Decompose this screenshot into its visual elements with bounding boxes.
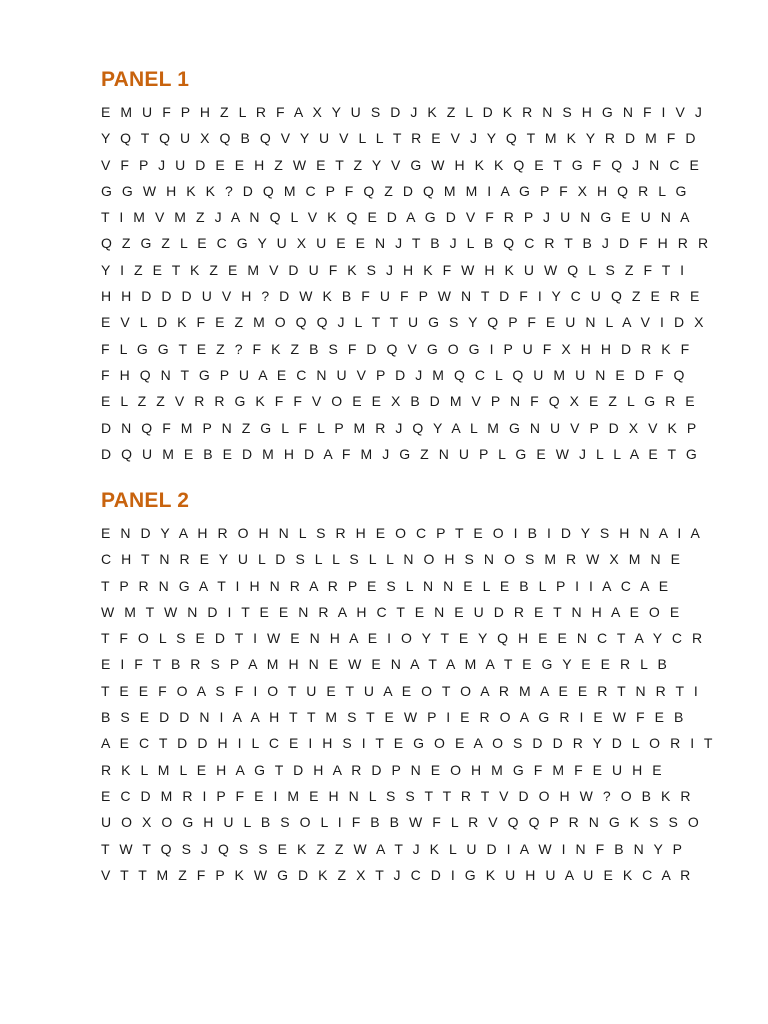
- panel-2: [101, 489, 716, 888]
- grid-row: T I M V M Z J A N Q L V K Q E D A G D V F R P J U N G E U N A: [101, 209, 693, 226]
- grid-row: V F P J U D E E H Z W E T Z Y V G W H K K Q E T G F Q J N C E: [101, 156, 702, 173]
- panel-2-letter-grid: [101, 520, 716, 888]
- panel-2-title: PANEL 2: [101, 489, 190, 512]
- grid-row: E C D M R I P F E I M E H N L S S T T R T V D O H W ? O B K R: [101, 787, 694, 804]
- grid-row: E M U F P H Z L R F A X Y U S D J K Z L D K R N S H G N F I V J: [101, 104, 705, 120]
- grid-row: F H Q N T G P U A E C N U V P D J M Q C L Q U M U N E D F Q: [101, 366, 688, 383]
- grid-row: E I F T B R S P A M H N E W E N A T A M A T E G Y E E R L B: [101, 656, 670, 673]
- panel-1-letter-grid: [101, 99, 712, 467]
- grid-row: C H T N R E Y U L D S L L S L L N O H S N O S M R W X M N E: [101, 551, 684, 568]
- grid-row: T E E F O A S F I O T U E T U A E O T O A R M A E E R T N R T I: [101, 682, 701, 699]
- grid-row: E L Z Z V R R G K F F V O E E X B D M V P N F Q X E Z L G R E: [101, 393, 698, 410]
- panel-1-title: PANEL 1: [101, 68, 190, 91]
- grid-row: Y Q T Q U X Q B Q V Y U V L L T R E V J Y Q T M K Y R D M F D: [101, 130, 699, 147]
- grid-row: T W T Q S J Q S S E K Z Z W A T J K L U D I A W I N F B N Y P: [101, 840, 686, 857]
- grid-row: E N D Y A H R O H N L S R H E O C P T E O I B I D Y S H N A I A: [101, 525, 703, 541]
- grid-row: D N Q F M P N Z G L F L P M R J Q Y A L M G N U V P D X V K P: [101, 419, 700, 436]
- grid-row: A E C T D D H I L C E I H S I T E G O E A O S D D R Y D L O R I T: [101, 735, 716, 752]
- grid-row: V T T M Z F P K W G D K Z X T J C D I G K U H U A U E K C A R: [101, 866, 694, 883]
- grid-row: H H D D D U V H ? D W K B F U F P W N T D F I Y C U Q Z E R E: [101, 288, 703, 305]
- grid-row: Q Z G Z L E C G Y U X U E E N J T B J L B Q C R T B J D F H R R: [101, 235, 712, 252]
- grid-row: T F O L S E D T I W E N H A E I O Y T E Y Q H E E N C T A Y C R: [101, 630, 706, 647]
- grid-row: D Q U M E B E D M H D A F M J G Z N U P L G E W J L L A E T G: [101, 445, 700, 462]
- grid-row: W M T W N D I T E E N R A H C T E N E U D R E T N H A E O E: [101, 603, 683, 620]
- grid-row: E V L D K F E Z M O Q Q J L T T U G S Y Q P F E U N L A V I D X: [101, 314, 707, 331]
- panel-1: [101, 68, 712, 467]
- grid-row: T P R N G A T I H N R A R P E S L N N E L E B L P I I A C A E: [101, 577, 672, 594]
- grid-row: G G W H K K ? D Q M C P F Q Z D Q M M I A G P F X H Q R L G: [101, 182, 690, 199]
- grid-row: F L G G T E Z ? F K Z B S F D Q V G O G I P U F X H H D R K F: [101, 340, 693, 357]
- grid-row: B S E D D N I A A H T T M S T E W P I E R O A G R I E W F E B: [101, 709, 687, 726]
- grid-row: R K L M L E H A G T D H A R D P N E O H M G F M F E U H E: [101, 761, 665, 778]
- grid-row: Y I Z E T K Z E M V D U F K S J H K F W H K U W Q L S Z F T I: [101, 261, 688, 278]
- grid-row: U O X O G H U L B S O L I F B B W F L R V Q Q P R N G K S S O: [101, 814, 702, 831]
